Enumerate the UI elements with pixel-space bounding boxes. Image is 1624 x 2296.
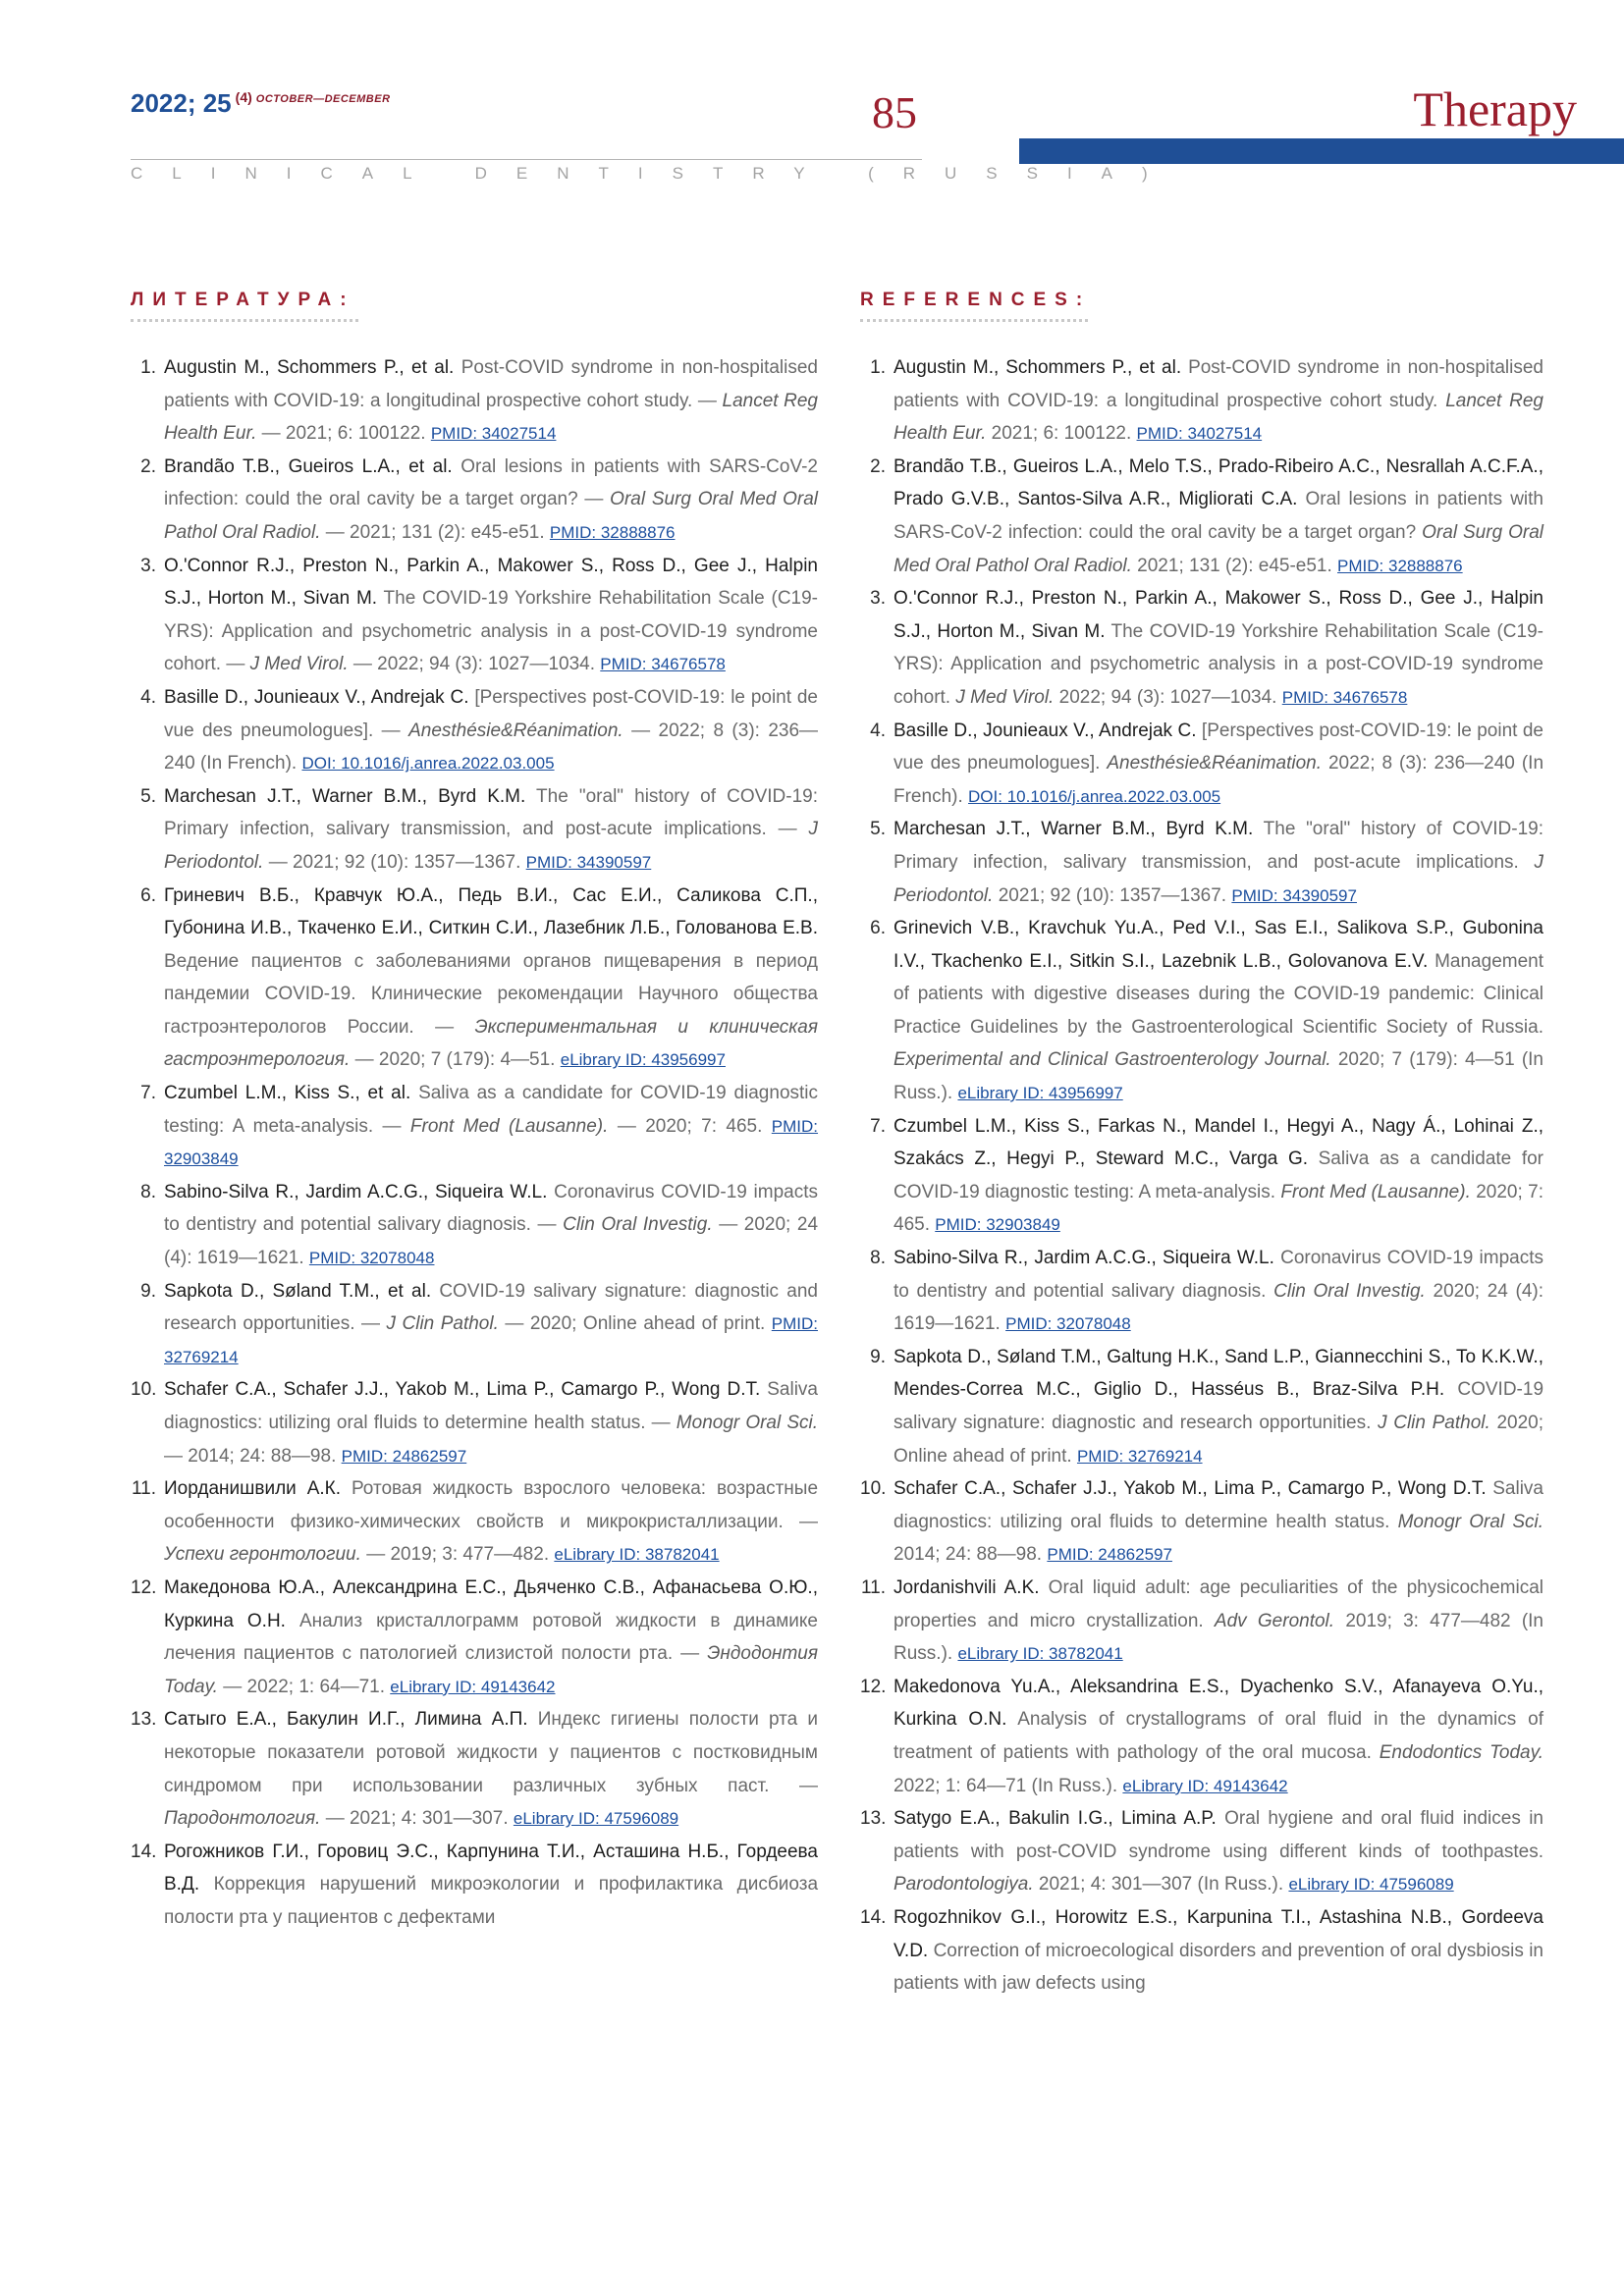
- reference-link[interactable]: eLibrary ID: 43956997: [560, 1050, 726, 1070]
- reference-link[interactable]: PMID: 24862597: [1047, 1545, 1172, 1565]
- reference-authors: Brandão T.B., Gueiros L.A., et al.: [164, 455, 453, 477]
- reference-item: [131, 1472, 818, 1572]
- reference-details: — 2020; 7 (179): 4—51.: [354, 1049, 556, 1071]
- reference-title: [Perspectives post-COVID-19: le point de vue des pneumologues]. —: [164, 686, 818, 741]
- reference-title: Management of patients with digestive diseases during the COVID-19 pandemic: Clinical Practice Guidelines by the Gastroenterological Scientific Society of Russia.: [893, 950, 1543, 1038]
- reference-number: 9.: [140, 1280, 156, 1302]
- reference-title: [Perspectives post-COVID-19: le point de vue des pneumologues].: [893, 720, 1543, 774]
- reference-authors: Brandão T.B., Gueiros L.A., Melo T.S., Prado-Ribeiro A.C., Nesrallah A.C.F.A., Prado G.V.B., Santos-Silva A.R., Migliorati C.A.: [893, 455, 1543, 510]
- reference-journal: Experimental and Clinical Gastroenterology Journal.: [893, 1049, 1331, 1071]
- page-number: 85: [872, 87, 917, 137]
- reference-authors: Czumbel L.M., Kiss S., et al.: [164, 1083, 411, 1104]
- reference-authors: Schafer C.A., Schafer J.J., Yakob M., Lima P., Camargo P., Wong D.T.: [164, 1379, 761, 1401]
- reference-authors: Македонова Ю.А., Александрина Е.С., Дьяченко С.В., Афанасьева О.Ю., Куркина О.Н.: [164, 1576, 818, 1631]
- reference-details: 2022; 8 (3): 236—240 (In French).: [893, 753, 1544, 807]
- reference-authors: Sapkota D., Søland T.M., et al.: [164, 1280, 432, 1302]
- reference-details: 2014; 24: 88—98.: [893, 1544, 1043, 1566]
- reference-link[interactable]: PMID: 34390597: [525, 852, 652, 872]
- reference-number: 6.: [140, 884, 156, 906]
- reference-number: 1.: [870, 357, 886, 378]
- reference-link[interactable]: PMID: 32769214: [1076, 1446, 1203, 1466]
- reference-number: 11.: [131, 1478, 156, 1500]
- reference-details: — 2021; 92 (10): 1357—1367.: [268, 851, 521, 873]
- reference-title: Saliva diagnostics: utilizing oral fluids to determine health status. —: [164, 1379, 818, 1433]
- reference-link[interactable]: eLibrary ID: 43956997: [957, 1084, 1123, 1103]
- reference-details: — 2021; 6: 100122.: [261, 423, 426, 445]
- reference-journal: Anesthésie&Réanimation.: [408, 720, 623, 741]
- reference-item: [860, 1472, 1543, 1572]
- reference-authors: Augustin M., Schommers P., et al.: [164, 357, 455, 378]
- reference-number: 4.: [140, 686, 156, 708]
- reference-authors: Basille D., Jounieaux V., Andrejak C.: [893, 720, 1197, 741]
- reference-item: [860, 1242, 1543, 1341]
- reference-journal: Oral Surg Oral Med Oral Pathol Oral Radiol.: [893, 521, 1543, 576]
- reference-journal: Endodontics Today.: [1379, 1741, 1543, 1763]
- reference-link[interactable]: PMID: 34390597: [1231, 885, 1357, 905]
- reference-authors: O.'Connor R.J., Preston N., Parkin A., Makower S., Ross D., Gee J., Halpin S.J., Horton M., Sivan M.: [164, 555, 818, 610]
- reference-link[interactable]: eLibrary ID: 38782041: [554, 1545, 720, 1565]
- reference-item: [860, 1341, 1543, 1472]
- reference-item: [131, 351, 818, 451]
- reference-item: [131, 1077, 818, 1176]
- reference-authors: Sapkota D., Søland T.M., Galtung H.K., Sand L.P., Giannecchini S., To K.K.W., Mendes-Correa M.C., Giglio D., Hasséus B., Braz-Silva P.H.: [893, 1346, 1543, 1401]
- reference-number: 3.: [140, 555, 156, 576]
- reference-item: [860, 582, 1543, 714]
- reference-title: The "oral" history of COVID-19: Primary infection, salivary transmission, and post-acute implications. —: [164, 785, 819, 840]
- reference-journal: Lancet Reg Health Eur.: [893, 390, 1543, 445]
- reference-details: 2020; Online ahead of print.: [893, 1413, 1544, 1467]
- reference-link[interactable]: PMID: 34676578: [1281, 687, 1408, 707]
- reference-number: 5.: [870, 819, 886, 840]
- reference-number: 6.: [870, 918, 886, 939]
- reference-number: 10.: [860, 1478, 887, 1500]
- reference-item: [860, 451, 1543, 582]
- reference-title: The "oral" history of COVID-19: Primary infection, salivary transmission, and post-acute implications.: [893, 819, 1544, 873]
- reference-item: [860, 912, 1543, 1110]
- reference-title: Post-COVID syndrome in non-hospitalised patients with COVID-19: a longitudinal prospective cohort study.: [893, 357, 1543, 411]
- reference-link[interactable]: PMID: 24862597: [341, 1446, 467, 1466]
- reference-number: 10.: [131, 1379, 157, 1401]
- reference-item: [131, 1703, 818, 1835]
- reference-number: 13.: [131, 1709, 157, 1731]
- reference-details: — 2022; 94 (3): 1027—1034.: [352, 654, 596, 675]
- reference-details: 2021; 92 (10): 1357—1367.: [998, 884, 1227, 906]
- title-dotted-rule: [131, 319, 358, 322]
- reference-details: 2022; 94 (3): 1027—1034.: [1058, 686, 1277, 708]
- reference-link[interactable]: eLibrary ID: 49143642: [1122, 1776, 1288, 1795]
- reference-title: Индекс гигиены полости рта и некоторые показатели ротовой жидкости у пациентов с постковидным синдромом при использовании различных зубных паст. —: [164, 1709, 818, 1796]
- reference-journal: J Med Virol.: [249, 654, 349, 675]
- reference-details: — 2019; 3: 477—482.: [366, 1544, 550, 1566]
- reference-journal: Front Med (Lausanne).: [1280, 1181, 1471, 1202]
- reference-title: Saliva diagnostics: utilizing oral fluids to determine health status.: [893, 1478, 1543, 1532]
- reference-link[interactable]: eLibrary ID: 38782041: [957, 1644, 1123, 1664]
- reference-item: [131, 1373, 818, 1472]
- reference-journal: J Clin Pathol.: [1378, 1413, 1490, 1433]
- reference-item: [860, 1802, 1543, 1901]
- reference-details: 2021; 6: 100122.: [991, 423, 1132, 445]
- reference-link[interactable]: DOI: 10.1016/j.anrea.2022.03.005: [968, 786, 1221, 806]
- reference-item: [131, 550, 818, 681]
- reference-number: 12.: [131, 1576, 157, 1598]
- reference-link[interactable]: PMID: 32078048: [308, 1249, 435, 1268]
- reference-title: The COVID-19 Yorkshire Rehabilitation Scale (C19-YRS): Application and psychometric analysis in a post-COVID-19 syndrome cohort.: [893, 620, 1543, 708]
- reference-title: Post-COVID syndrome in non-hospitalised patients with COVID-19: a longitudinal prospective cohort study. —: [164, 357, 818, 411]
- reference-authors: Иорданишвили А.К.: [164, 1478, 342, 1500]
- reference-journal: Monogr Oral Sci.: [676, 1413, 819, 1433]
- reference-authors: Basille D., Jounieaux V., Andrejak C.: [164, 686, 469, 708]
- reference-title: Oral lesions in patients with SARS-CoV-2 infection: could the oral cavity be a target organ?: [893, 489, 1544, 543]
- reference-link[interactable]: PMID: 32769214: [164, 1314, 818, 1366]
- reference-item: [860, 351, 1543, 451]
- reference-number: 3.: [870, 588, 886, 610]
- reference-item: [131, 1176, 818, 1275]
- reference-item: [131, 451, 818, 550]
- reference-details: 2022; 1: 64—71 (In Russ.).: [893, 1775, 1118, 1796]
- reference-link[interactable]: PMID: 34676578: [600, 655, 726, 674]
- reference-details: 2020; 7: 465.: [893, 1181, 1544, 1236]
- reference-title: Oral lesions in patients with SARS-CoV-2 infection: could the oral cavity be a target organ? —: [164, 455, 818, 510]
- reference-authors: O.'Connor R.J., Preston N., Parkin A., Makower S., Ross D., Gee J., Halpin S.J., Horton M., Sivan M.: [893, 588, 1543, 642]
- reference-item: [860, 1671, 1543, 1802]
- reference-details: — 2021; 4: 301—307.: [325, 1808, 509, 1830]
- title-dotted-rule: [860, 319, 1088, 322]
- reference-title: Oral hygiene and oral fluid indices in patients with post-COVID syndrome using different kinds of toothpastes.: [893, 1808, 1543, 1862]
- reference-authors: Schafer C.A., Schafer J.J., Yakob M., Lima P., Camargo P., Wong D.T.: [893, 1478, 1487, 1500]
- reference-link[interactable]: PMID: 34027514: [1136, 424, 1263, 444]
- reference-number: 8.: [140, 1181, 156, 1202]
- reference-item: [131, 1572, 818, 1703]
- reference-details: — 2021; 131 (2): e45-e51.: [325, 521, 545, 543]
- reference-details: — 2022; 8 (3): 236—240 (In French).: [164, 720, 819, 774]
- reference-authors: Marchesan J.T., Warner B.M., Byrd K.M.: [893, 819, 1254, 840]
- reference-authors: Makedonova Yu.A., Aleksandrina E.S., Dyachenko S.V., Afanayeva O.Yu., Kurkina O.N.: [893, 1676, 1543, 1731]
- reference-title: Analysis of crystallograms of oral fluid in the dynamics of treatment of patients with pathology of the oral mucosa.: [893, 1709, 1543, 1763]
- column-title: ЛИТЕРАТУРА:: [131, 290, 355, 310]
- reference-journal: Экспериментальная и клиническая гастроэнтерология.: [164, 1016, 818, 1071]
- reference-journal: Parodontologiya.: [893, 1874, 1034, 1896]
- reference-authors: Jordanishvili A.K.: [893, 1576, 1040, 1598]
- reference-link[interactable]: DOI: 10.1016/j.anrea.2022.03.005: [301, 754, 555, 774]
- journal-name: CLINICAL DENTISTRY (RUSSIA): [131, 159, 922, 184]
- reference-title: COVID-19 salivary signature: diagnostic and research opportunities.: [893, 1379, 1544, 1433]
- section-title: Therapy: [1413, 81, 1577, 136]
- issue-period: OCTOBER—DECEMBER: [255, 93, 391, 105]
- issue-number: (4): [235, 89, 252, 105]
- reference-authors: Satygo E.A., Bakulin I.G., Limina A.P.: [893, 1808, 1217, 1830]
- reference-number: 1.: [140, 357, 156, 378]
- reference-list: [131, 351, 818, 1935]
- reference-item: [860, 715, 1543, 814]
- reference-list: [860, 351, 1543, 2001]
- reference-authors: Marchesan J.T., Warner B.M., Byrd K.M.: [164, 785, 526, 807]
- reference-item: [131, 681, 818, 780]
- references-english-column: [860, 290, 1543, 2001]
- reference-details: 2021; 4: 301—307 (In Russ.).: [1038, 1874, 1284, 1896]
- reference-details: — 2022; 1: 64—71.: [223, 1676, 385, 1697]
- reference-number: 9.: [870, 1346, 886, 1367]
- reference-journal: Adv Gerontol.: [1214, 1610, 1335, 1631]
- reference-link[interactable]: PMID: 32903849: [935, 1215, 1060, 1235]
- reference-title: Анализ кристаллограмм ротовой жидкости в динамике лечения пациентов с патологией слизистой полости рта. —: [164, 1610, 819, 1665]
- reference-item: [860, 1572, 1543, 1671]
- reference-authors: Сатыго Е.А., Бакулин И.Г., Лимина А.П.: [164, 1709, 528, 1731]
- reference-details: — 2020; 7: 465.: [617, 1115, 763, 1137]
- reference-title: Ротовая жидкость взрослого человека: возрастные особенности физико-химических свойств и микрокристаллизации. —: [164, 1478, 819, 1532]
- reference-link[interactable]: PMID: 32888876: [549, 522, 676, 542]
- reference-number: 2.: [140, 455, 156, 477]
- reference-link[interactable]: eLibrary ID: 47596089: [513, 1809, 679, 1829]
- section-color-bar: [1019, 138, 1624, 164]
- reference-number: 5.: [140, 785, 156, 807]
- reference-title: Saliva as a candidate for COVID-19 diagnostic testing: A meta-analysis. —: [164, 1083, 819, 1137]
- reference-journal: J Periodontol.: [164, 819, 818, 873]
- reference-journal: Anesthésie&Réanimation.: [1107, 753, 1323, 774]
- reference-journal: J Clin Pathol.: [386, 1313, 499, 1335]
- reference-number: 13.: [860, 1808, 887, 1830]
- reference-journal: Monogr Oral Sci.: [1397, 1511, 1544, 1532]
- reference-title: COVID-19 salivary signature: diagnostic and research opportunities. —: [164, 1280, 818, 1335]
- reference-details: 2019; 3: 477—482 (In Russ.).: [893, 1610, 1544, 1665]
- reference-number: 4.: [870, 720, 886, 741]
- reference-title: Oral liquid adult: age peculiarities of the physicochemical properties and micro crystallization.: [893, 1576, 1543, 1631]
- reference-item: [131, 1836, 818, 1935]
- reference-journal: Успехи геронтологии.: [164, 1544, 361, 1566]
- reference-item: [131, 880, 818, 1078]
- reference-item: [860, 813, 1543, 912]
- reference-journal: Lancet Reg Health Eur.: [164, 390, 818, 445]
- reference-details: — 2014; 24: 88—98.: [164, 1445, 337, 1467]
- reference-number: 12.: [860, 1676, 887, 1697]
- reference-journal: J Periodontol.: [893, 851, 1544, 906]
- reference-authors: Sabino-Silva R., Jardim A.C.G., Siqueira W.L.: [164, 1181, 548, 1202]
- reference-link[interactable]: PMID: 32888876: [1337, 556, 1463, 575]
- reference-number: 14.: [131, 1841, 157, 1862]
- reference-journal: Front Med (Lausanne).: [409, 1115, 609, 1137]
- reference-authors: Рогожников Г.И., Горовиц Э.С., Карпунина Т.И., Асташина Н.Б., Гордеева В.Д.: [164, 1841, 818, 1896]
- references-russian-column: [131, 290, 818, 1935]
- reference-authors: Grinevich V.B., Kravchuk Yu.A., Ped V.I., Sas E.I., Salikova S.P., Gubonina I.V., Tkachenko E.I., Sitkin S.I., Lazebnik L.B., Golovanova E.V.: [893, 918, 1543, 972]
- reference-link[interactable]: eLibrary ID: 47596089: [1288, 1875, 1454, 1895]
- header-year-volume: [131, 88, 391, 119]
- reference-journal: J Med Virol.: [955, 686, 1055, 708]
- reference-title: Coronavirus COVID-19 impacts to dentistry and potential salivary diagnosis. —: [164, 1181, 819, 1236]
- reference-authors: Augustin M., Schommers P., et al.: [893, 357, 1182, 378]
- reference-number: 11.: [860, 1576, 886, 1598]
- reference-authors: Sabino-Silva R., Jardim A.C.G., Siqueira W.L.: [893, 1248, 1274, 1269]
- reference-journal: Clin Oral Investig.: [1273, 1280, 1426, 1302]
- reference-details: — 2020; Online ahead of print.: [505, 1313, 766, 1335]
- reference-details: 2021; 131 (2): e45-e51.: [1137, 555, 1332, 576]
- reference-number: 7.: [870, 1115, 886, 1137]
- reference-journal: Пародонтология.: [164, 1808, 321, 1830]
- reference-title: Коррекция нарушений микроэкологии и профилактика дисбиоза полости рта у пациентов с дефектами: [164, 1874, 819, 1928]
- column-title: REFERENCES:: [860, 290, 1092, 310]
- reference-title: Coronavirus COVID-19 impacts to dentistry and potential salivary diagnosis.: [893, 1248, 1544, 1302]
- reference-number: 14.: [860, 1906, 887, 1928]
- reference-number: 8.: [870, 1248, 886, 1269]
- reference-title: Correction of microecological disorders and prevention of oral dysbiosis in patients with jaw defects using: [893, 1940, 1543, 1995]
- reference-journal: Oral Surg Oral Med Oral Pathol Oral Radiol.: [164, 489, 818, 543]
- reference-item: [860, 1901, 1543, 2001]
- reference-number: 2.: [870, 455, 886, 477]
- year-volume: 2022; 25: [131, 88, 232, 118]
- reference-link[interactable]: PMID: 32903849: [164, 1116, 819, 1169]
- reference-title: Saliva as a candidate for COVID-19 diagnostic testing: A meta-analysis.: [893, 1148, 1544, 1202]
- reference-journal: Эндодонтия Today.: [164, 1643, 819, 1697]
- reference-authors: Czumbel L.M., Kiss S., Farkas N., Mandel I., Hegyi A., Nagy Á., Lohinai Z., Szakács Z., Hegyi P., Steward M.C., Varga G.: [893, 1115, 1543, 1170]
- reference-details: 2020; 24 (4): 1619—1621.: [893, 1280, 1543, 1335]
- reference-link[interactable]: PMID: 32078048: [1005, 1314, 1131, 1334]
- reference-link[interactable]: eLibrary ID: 49143642: [390, 1677, 556, 1696]
- reference-details: 2020; 7 (179): 4—51 (In Russ.).: [893, 1049, 1543, 1104]
- reference-authors: Rogozhnikov G.I., Horowitz E.S., Karpunina T.I., Astashina N.B., Gordeeva V.D.: [893, 1906, 1543, 1961]
- reference-item: [131, 1275, 818, 1374]
- reference-title: Ведение пациентов с заболеваниями органов пищеварения в период пандемии COVID-19. Клинические рекомендации Научного общества гастроэнтерологов России. —: [164, 950, 818, 1038]
- reference-link[interactable]: PMID: 34027514: [430, 424, 557, 444]
- reference-item: [860, 1110, 1543, 1242]
- reference-authors: Гриневич В.Б., Кравчук Ю.А., Педь В.И., Сас Е.И., Саликова С.П., Губонина И.В., Ткаченко Е.И., Ситкин С.И., Лазебник Л.Б., Голованова Е.В.: [164, 884, 818, 939]
- reference-details: — 2020; 24 (4): 1619—1621.: [164, 1214, 819, 1269]
- reference-number: 7.: [140, 1083, 156, 1104]
- reference-title: The COVID-19 Yorkshire Rehabilitation Scale (C19-YRS): Application and psychometric analysis in a post-COVID-19 syndrome cohort. —: [164, 588, 819, 675]
- reference-journal: Clin Oral Investig.: [563, 1214, 713, 1236]
- reference-item: [131, 780, 818, 880]
